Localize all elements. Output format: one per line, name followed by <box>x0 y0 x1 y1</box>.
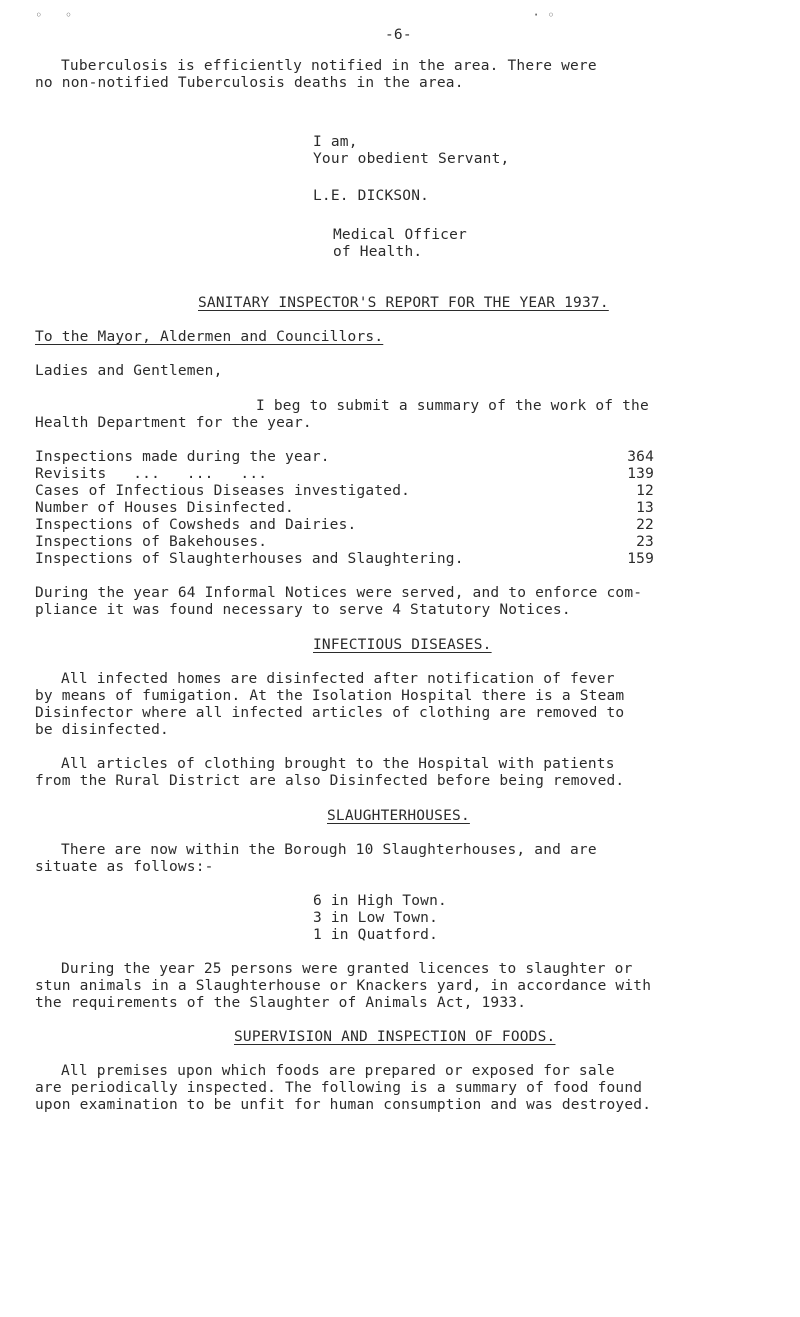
stat-label: Cases of Infectious Diseases investigated. <box>35 483 411 499</box>
signature-servant: Your obedient Servant, <box>313 151 510 167</box>
summary-intro-line-2: Health Department for the year. <box>35 415 312 431</box>
summary-intro-line-1: I beg to submit a summary of the work of the <box>256 398 649 414</box>
slaughter-p1-line-2: situate as follows:- <box>35 859 214 875</box>
list-item: 3 in Low Town. <box>313 910 439 926</box>
heading-foods: SUPERVISION AND INSPECTION OF FOODS. <box>234 1029 556 1045</box>
signature-title-1: Medical Officer <box>333 227 467 243</box>
infectious-p1-line-2: by means of fumigation. At the Isolation Hospital there is a Steam <box>35 688 625 704</box>
stat-value: 159 <box>627 551 654 567</box>
stat-value: 13 <box>636 500 654 516</box>
infectious-p1-line-1: All infected homes are disinfected after notification of fever <box>61 671 615 687</box>
stat-label: Revisits ... ... ... <box>35 466 268 482</box>
stat-value: 22 <box>636 517 654 533</box>
slaughter-p1-line-1: There are now within the Borough 10 Slaughterhouses, and are <box>61 842 597 858</box>
signature-closing: I am, <box>313 134 358 150</box>
stat-value: 23 <box>636 534 654 550</box>
infectious-p2-line-2: from the Rural District are also Disinfected before being removed. <box>35 773 625 789</box>
heading-infectious-diseases: INFECTIOUS DISEASES. <box>313 637 492 653</box>
list-item: 6 in High Town. <box>313 893 447 909</box>
foods-line-2: are periodically inspected. The following is a summary of food found <box>35 1080 643 1096</box>
infectious-p1-line-4: be disinfected. <box>35 722 169 738</box>
slaughter-p2-line-1: During the year 25 persons were granted licences to slaughter or <box>61 961 633 977</box>
signature-name: L.E. DICKSON. <box>313 188 430 204</box>
infectious-p1-line-3: Disinfector where all infected articles of clothing are removed to <box>35 705 625 721</box>
stat-label: Inspections made during the year. <box>35 449 330 465</box>
slaughter-p2-line-2: stun animals in a Slaughterhouse or Knackers yard, in accordance with <box>35 978 652 994</box>
stat-label: Inspections of Bakehouses. <box>35 534 268 550</box>
foods-line-1: All premises upon which foods are prepared or exposed for sale <box>61 1063 615 1079</box>
address-line: To the Mayor, Aldermen and Councillors. <box>35 329 384 345</box>
notices-line-2: pliance it was found necessary to serve 4 Statutory Notices. <box>35 602 571 618</box>
stat-label: Inspections of Cowsheds and Dairies. <box>35 517 357 533</box>
list-item: 1 in Quatford. <box>313 927 439 943</box>
scan-specks: ◦ ◦ · ◦ <box>35 8 555 22</box>
slaughter-p2-line-3: the requirements of the Slaughter of Animals Act, 1933. <box>35 995 527 1011</box>
report-title: SANITARY INSPECTOR'S REPORT FOR THE YEAR 1937. <box>198 295 609 311</box>
stat-label: Number of Houses Disinfected. <box>35 500 294 516</box>
heading-slaughterhouses: SLAUGHTERHOUSES. <box>327 808 470 824</box>
stat-label: Inspections of Slaughterhouses and Slaughtering. <box>35 551 464 567</box>
stat-value: 364 <box>627 449 654 465</box>
infectious-p2-line-1: All articles of clothing brought to the Hospital with patients <box>61 756 615 772</box>
stat-value: 12 <box>636 483 654 499</box>
page-number: -6- <box>385 27 412 43</box>
intro-line-2: no non-notified Tuberculosis deaths in the area. <box>35 75 464 91</box>
intro-line-1: Tuberculosis is efficiently notified in the area. There were <box>61 58 597 74</box>
salutation: Ladies and Gentlemen, <box>35 363 223 379</box>
foods-line-3: upon examination to be unfit for human consumption and was destroyed. <box>35 1097 652 1113</box>
stat-value: 139 <box>627 466 654 482</box>
notices-line-1: During the year 64 Informal Notices were served, and to enforce com- <box>35 585 643 601</box>
signature-title-2: of Health. <box>333 244 423 260</box>
